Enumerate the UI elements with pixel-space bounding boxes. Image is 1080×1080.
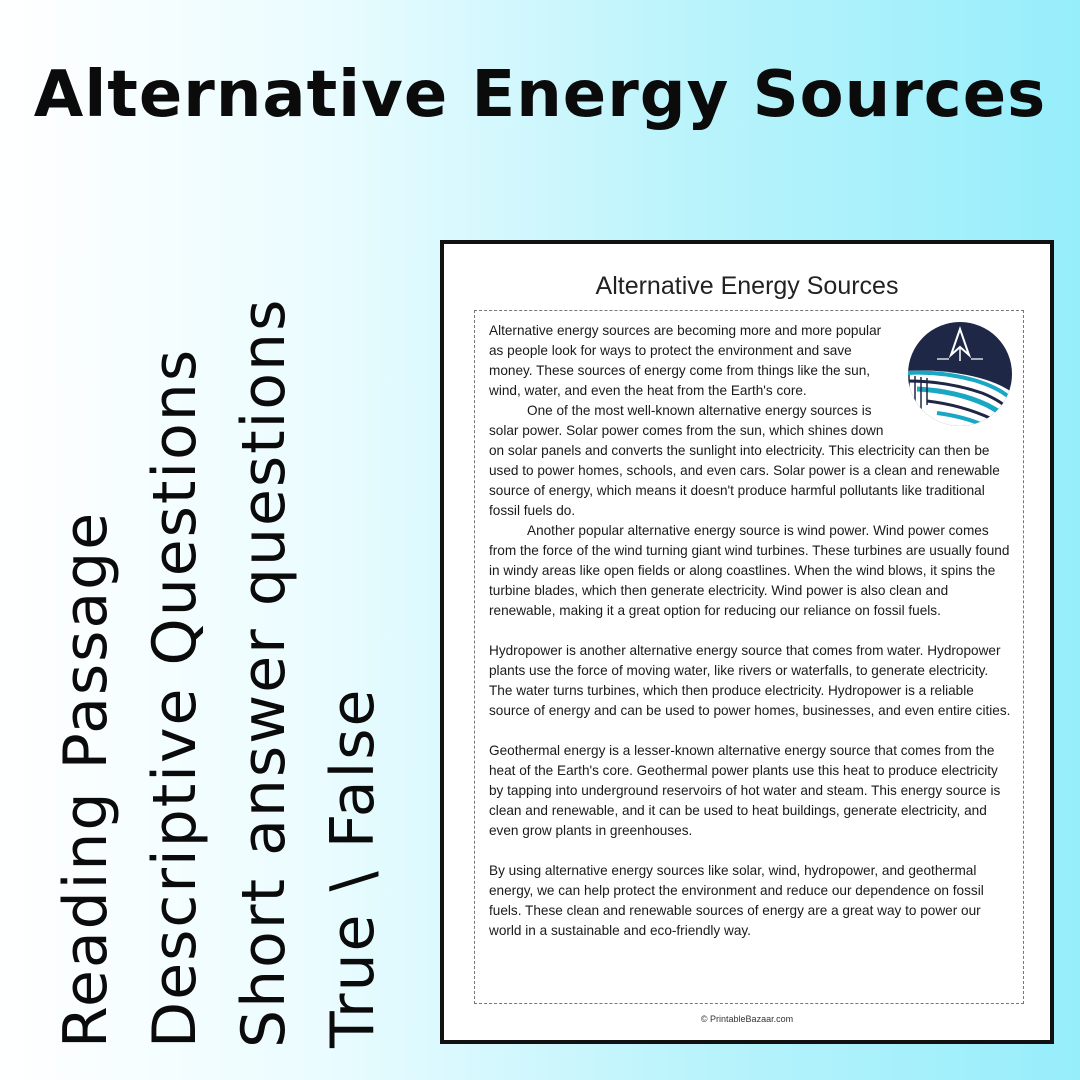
paragraph-conclusion: By using alternative energy sources like solar, wind, hydropower, and geothermal energy, we can help protect the environment and reduce our dependence on fossil fuels. These clean and renewable sources of energy are a great way to power our world in a sustainable and eco-friendly way. bbox=[489, 863, 984, 938]
passage-frame bbox=[474, 310, 1024, 1004]
paragraph-wind: Another popular alternative energy source is wind power. Wind power comes from the force of the wind turning giant wind turbines. These turbines are usually found in windy areas like open fields or along coastlines. When the wind blows, it spins the turbine blades, which then generate electricity. Wind power is also clean and renewable, making it a great option for reducing our reliance on fossil fuels. bbox=[489, 523, 1010, 618]
waterfall-energy-icon bbox=[907, 321, 1013, 427]
paragraph-geothermal: Geothermal energy is a lesser-known alternative energy source that comes from the heat of the Earth's core. Geothermal power plants use this heat to produce electricity by tapping into underground reservoirs of hot water and steam. This energy source is clean and renewable, and it can be used to heat buildings, generate electricity, and even grow plants in greenhouses. bbox=[489, 743, 1001, 838]
side-label-true-false: True \ False bbox=[318, 687, 388, 1048]
paragraph-intro: Alternative energy sources are becoming more and more popular as people look for ways to protect the environment and save money. These sources of energy come from things like the sun, wind, water, and even the heat from the Earth's core. bbox=[489, 323, 882, 398]
paragraph-hydropower: Hydropower is another alternative energy source that comes from water. Hydropower plants use the force of moving water, like rivers or waterfalls, to generate electricity. The water turns turbines, which then produce electricity. Hydropower is a reliable source of energy and can be used to power homes, businesses, and even entire cities. bbox=[489, 643, 1011, 718]
side-label-short-answer-questions: Short answer questions bbox=[229, 297, 299, 1048]
reading-passage bbox=[489, 321, 1013, 941]
copyright-notice: © PrintableBazaar.com bbox=[700, 1014, 794, 1024]
page-title: Alternative Energy Sources bbox=[33, 58, 1047, 132]
side-label-descriptive-questions: Descriptive Questions bbox=[140, 347, 210, 1048]
paragraph-solar: One of the most well-known alternative energy sources is solar power. Solar power comes from the sun, which shines down on solar panels and converts the sunlight into electricity. This electricity can then be used to power homes, schools, and even cars. Solar power is a clean and renewable source of energy, which means it doesn't produce harmful pollutants like traditional fossil fuels do. bbox=[489, 403, 1000, 518]
worksheet-title: Alternative Energy Sources bbox=[595, 272, 899, 300]
worksheet-preview bbox=[440, 240, 1054, 1044]
side-labels bbox=[42, 288, 388, 1048]
side-label-reading-passage: Reading Passage bbox=[51, 510, 121, 1048]
